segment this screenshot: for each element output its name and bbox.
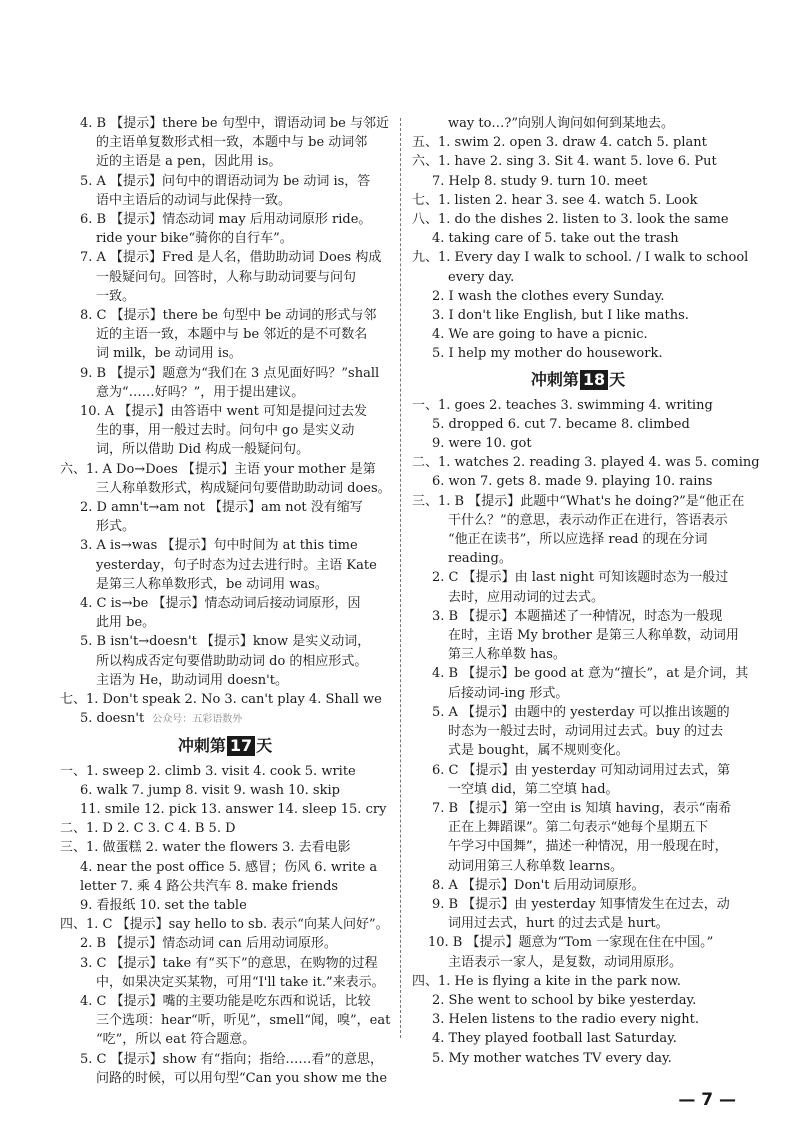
answer-line: 8. A 【提示】Don't 后用动词原形。 bbox=[432, 877, 645, 893]
answer-line: 是第三人称单数形式，be 动词用 was。 bbox=[96, 576, 328, 592]
day-number-badge: 18 bbox=[580, 370, 608, 390]
answer-line: 5. I help my mother do housework. bbox=[432, 346, 663, 362]
answer-line: 式是 bought，属不规则变化。 bbox=[448, 743, 629, 759]
answer-line: 3. A is→was 【提示】句中时间为 at this time bbox=[80, 538, 358, 554]
section-line: 六、1. have 2. sing 3. Sit 4. want 5. love 6. Put bbox=[412, 154, 717, 170]
answer-line: reading。 bbox=[448, 551, 512, 567]
right-column bbox=[412, 114, 760, 1068]
answer-line: 6. walk 7. jump 8. visit 9. wash 10. skip bbox=[80, 782, 340, 798]
answer-line: 2. She went to school by bike yesterday. bbox=[432, 992, 697, 1008]
section-line: 二、1. D 2. C 3. C 4. B 5. D bbox=[60, 821, 236, 837]
answer-line: 3. B 【提示】本题描述了一种情况，时态为一般现 bbox=[432, 608, 723, 624]
section-line: 七、1. Don't speak 2. No 3. can't play 4. Shall we bbox=[60, 692, 382, 708]
answer-line: 形式。 bbox=[96, 519, 136, 535]
answer-line: 此用 be。 bbox=[96, 615, 156, 631]
answer-line: 4. C is→be 【提示】情态动词后接动词原形，因 bbox=[80, 596, 361, 612]
answer-line: 三个选项：hear“听，听见”，smell“闻，嗅”，eat bbox=[96, 1013, 391, 1029]
answer-line: 4. B 【提示】be good at 意为“擅长”，at 是介词，其 bbox=[432, 666, 749, 682]
answer-line: 2. B 【提示】情态动词 can 后用动词原形。 bbox=[80, 936, 337, 952]
answer-line: way to…?”向别人询问如何到某地去。 bbox=[448, 116, 675, 131]
answer-line: 生的事，用一般过去时。问句中 go 是实义动 bbox=[96, 423, 355, 439]
answer-line: 中，如果决定买某物，可用“I'll take it.”来表示。 bbox=[96, 974, 385, 990]
page-number: — 7 — bbox=[678, 1090, 736, 1110]
answer-line: 词 milk，be 动词用 is。 bbox=[96, 346, 242, 362]
answer-line: 9. B 【提示】题意为“我们在 3 点见面好吗？”shall bbox=[80, 365, 380, 381]
answer-line: 在时，主语 My brother 是第三人称单数，动词用 bbox=[448, 628, 739, 644]
answer-line: letter 7. 乘 4 路公共汽车 8. make friends bbox=[80, 878, 339, 894]
heading-prefix: 冲刺第 bbox=[530, 369, 579, 389]
answer-line: 5. My mother watches TV every day. bbox=[432, 1050, 672, 1066]
section-line: 五、1. swim 2. open 3. draw 4. catch 5. plant bbox=[412, 135, 707, 151]
left-column bbox=[60, 114, 390, 1088]
answer-line: 7. A 【提示】Fred 是人名，借助助动词 Does 构成 bbox=[80, 250, 382, 266]
answer-line: 6. C 【提示】由 yesterday 可知动词用过去式，第 bbox=[432, 762, 731, 778]
answer-line: 4. near the post office 5. 感冒；伤风 6. write a bbox=[80, 859, 378, 875]
answer-line: every day. bbox=[448, 269, 515, 285]
answer-line: 5. A 【提示】问句中的谓语动词为 be 动词 is，答 bbox=[80, 173, 371, 189]
answer-line: “吃”，所以 eat 符合题意。 bbox=[96, 1032, 256, 1048]
answer-line: 去时，应用动词的过去式。 bbox=[448, 589, 605, 605]
answer-line: 9. B 【提示】由 yesterday 知事情发生在过去，动 bbox=[432, 896, 730, 912]
answer-line bbox=[60, 709, 390, 729]
answer-line: 5. A 【提示】由题中的 yesterday 可以推出该题的 bbox=[432, 704, 730, 720]
answer-line: yesterday，句子时态为过去进行时。主语 Kate bbox=[96, 557, 377, 573]
answer-line: 7. Help 8. study 9. turn 10. meet bbox=[432, 173, 648, 189]
heading-suffix: 天 bbox=[609, 369, 626, 389]
section-line: 一、1. sweep 2. climb 3. visit 4. cook 5. write bbox=[60, 763, 356, 779]
section-line: 九、1. Every day I walk to school. / I walk to school bbox=[412, 250, 749, 266]
answer-line: 午学习中国舞”，描述一种情况，用一般现在时， bbox=[448, 839, 728, 855]
answer-line: 6. won 7. gets 8. made 9. playing 10. rains bbox=[432, 474, 713, 490]
answer-text: 5. doesn't bbox=[80, 711, 145, 727]
answer-line: 主语为 He，助动词用 doesn't。 bbox=[96, 672, 288, 688]
answer-line: 一般疑问句。回答时，人称与助动词要与问句 bbox=[96, 269, 357, 285]
answer-line: 5. B isn't→doesn't 【提示】know 是实义动词， bbox=[80, 634, 371, 650]
section-line: 八、1. do the dishes 2. listen to 3. look the same bbox=[412, 212, 729, 228]
answer-line: 后接动词-ing 形式。 bbox=[448, 685, 569, 701]
answer-line: 一致。 bbox=[96, 288, 136, 304]
section-line: 一、1. goes 2. teaches 3. swimming 4. writing bbox=[412, 397, 713, 413]
answer-line: 4. We are going to have a picnic. bbox=[432, 327, 648, 343]
answer-line: 4. B 【提示】there be 句型中，谓语动词 be 与邻近 bbox=[80, 116, 389, 131]
answer-line: 词用过去式，hurt 的过去式是 hurt。 bbox=[448, 916, 669, 932]
answer-line: 10. A 【提示】由答语中 went 可知是提问过去发 bbox=[80, 404, 368, 420]
answer-line: 近的主语是 a pen，因此用 is。 bbox=[96, 154, 282, 170]
heading-prefix: 冲刺第 bbox=[177, 735, 226, 755]
watermark-text: 公众号：五彩语数外 bbox=[152, 714, 243, 726]
section-line: 四、1. C 【提示】say hello to sb. 表示“向某人问好”。 bbox=[60, 917, 389, 933]
answer-line: 2. I wash the clothes every Sunday. bbox=[432, 288, 665, 304]
answer-line: 4. taking care of 5. take out the trash bbox=[432, 231, 679, 247]
answer-line: 2. D amn't→am not 【提示】am not 没有缩写 bbox=[80, 500, 363, 516]
answer-line: 的主语单复数形式相一致，本题中与 be 动词邻 bbox=[96, 135, 368, 151]
answer-line: 一空填 did，第二空填 had。 bbox=[448, 781, 619, 797]
day-number-badge: 17 bbox=[227, 736, 255, 756]
answer-line: 问路的时候，可以用句型“Can you show me the bbox=[96, 1070, 388, 1086]
answer-line: 10. B 【提示】题意为“Tom 一家现在住在中国。” bbox=[428, 935, 714, 951]
answer-line: 所以构成否定句要借助助动词 do 的相应形式。 bbox=[96, 653, 368, 669]
answer-line: 近的主语一致，本题中与 be 邻近的是不可数名 bbox=[96, 327, 368, 343]
section-line: 六、1. A Do→Does 【提示】主语 your mother 是第 bbox=[60, 461, 376, 477]
column-divider bbox=[400, 118, 401, 1038]
answer-line: 3. Helen listens to the radio every night. bbox=[432, 1012, 700, 1028]
answer-line: “他正在读书”，所以应选择 read 的现在分词 bbox=[448, 532, 708, 548]
section-line: 三、1. 做蛋糕 2. water the flowers 3. 去看电影 bbox=[60, 840, 351, 856]
answer-line: 9. 看报纸 10. set the table bbox=[80, 897, 247, 913]
section-line: 三、1. B 【提示】此题中“What's he doing?”是“他正在 bbox=[412, 493, 745, 509]
answer-line: 8. C 【提示】there be 句型中 be 动词的形式与邻 bbox=[80, 308, 377, 324]
answer-line: 干什么？”的意思，表示动作正在进行，答语表示 bbox=[448, 512, 728, 528]
answer-line: 意为“……好吗？”，用于提出建议。 bbox=[96, 384, 305, 400]
answer-line: ride your bike“骑你的自行车”。 bbox=[96, 231, 293, 247]
answer-line: 动词用第三人称单数 learns。 bbox=[448, 858, 623, 874]
answer-line: 4. C 【提示】嘴的主要功能是吃东西和说话，比较 bbox=[80, 993, 371, 1009]
answer-line: 11. smile 12. pick 13. answer 14. sleep 15. cry bbox=[80, 801, 387, 817]
answer-line: 3. C 【提示】take 有“买下”的意思，在购物的过程 bbox=[80, 955, 378, 971]
answer-line: 4. They played football last Saturday. bbox=[432, 1031, 677, 1047]
answer-line: 7. B 【提示】第一空由 is 知填 having，表示“南希 bbox=[432, 800, 732, 816]
answer-line: 6. B 【提示】情态动词 may 后用动词原形 ride。 bbox=[80, 212, 372, 228]
section-line: 二、1. watches 2. reading 3. played 4. was 5. coming bbox=[412, 455, 760, 471]
answer-line: 语中主语后的动词与此保持一致。 bbox=[96, 192, 292, 208]
day-18-heading bbox=[412, 366, 744, 394]
answer-line: 5. C 【提示】show 有“指向；指给……看”的意思， bbox=[80, 1051, 384, 1067]
answer-line: 第三人称单数 has。 bbox=[448, 647, 566, 663]
section-line: 四、1. He is flying a kite in the park now. bbox=[412, 973, 681, 989]
answer-line: 9. were 10. got bbox=[432, 436, 532, 452]
heading-suffix: 天 bbox=[256, 735, 273, 755]
answer-line: 时态为一般过去时，动词用过去式。buy 的过去 bbox=[448, 724, 724, 740]
answer-line: 5. dropped 6. cut 7. became 8. climbed bbox=[432, 416, 690, 432]
answer-line: 词，所以借助 Did 构成一般疑问句。 bbox=[96, 442, 310, 458]
answer-line: 2. C 【提示】由 last night 可知该题时态为一般过 bbox=[432, 570, 729, 586]
answer-line: 3. I don't like English, but I like maths. bbox=[432, 308, 689, 324]
answer-line: 正在上舞蹈课”。第二句表示“她每个星期五下 bbox=[448, 820, 709, 836]
answer-line: 三人称单数形式，构成疑问句要借助助动词 does。 bbox=[96, 480, 391, 496]
section-line: 七、1. listen 2. hear 3. see 4. watch 5. Look bbox=[412, 192, 698, 208]
day-17-heading bbox=[60, 732, 390, 760]
answer-line: 主语表示一家人，是复数，动词用原形。 bbox=[448, 954, 683, 970]
